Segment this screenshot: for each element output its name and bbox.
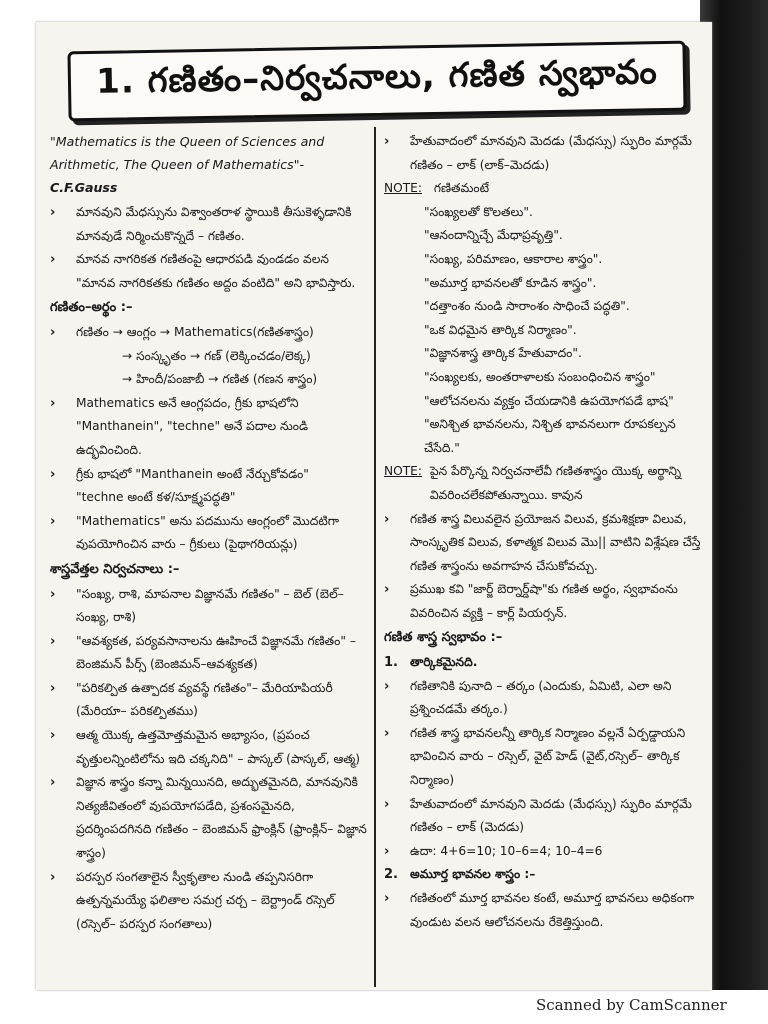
note-title: గణితమంటే bbox=[433, 181, 489, 196]
list-item: › మానవుని మేధస్సును విశ్వాంతరాళ స్థాయికి తీసుకెళ్ళడానికి మానవుడే నిర్మించుకొన్నదే – గణితం. bbox=[50, 201, 368, 248]
note-line: "దత్తాంశం నుండి సారాంశం సాధించే పద్ధతి". bbox=[424, 299, 630, 314]
etymology-tree bbox=[50, 321, 368, 392]
list-item: › హేతువాదంలో మానవుని మెదడు (మేధస్సు) స్ఫురిం మార్గమే గణితం – లాక్ (లాక్–మెదడు) bbox=[384, 130, 706, 177]
note-block: NOTE: పైన పేర్కొన్న నిర్వచనాలేవీ గణితశాస్త్రం యొక్క అర్థాన్ని వివరించలేకపోతున్నాయి. కావున bbox=[384, 460, 706, 507]
section-heading-definitions: శాస్త్రవేత్తల నిర్వచనాలు :– bbox=[50, 561, 180, 577]
bullet-arrow-icon: › bbox=[384, 725, 390, 741]
list-item: › ఉదా: 4+6=10; 10–6=4; 10–4=6 bbox=[384, 840, 706, 864]
scanned-page bbox=[36, 22, 712, 990]
note-label: NOTE: bbox=[384, 464, 422, 479]
list-item: › "పరికల్పిత ఉత్పాదక వ్యవస్థే గణితం"– మేరియాపియరీ (మేరియా– పరికల్పితము) bbox=[50, 677, 368, 724]
note-line: "అమూర్త భావనలతో కూడిన శాస్త్రం". bbox=[424, 275, 597, 290]
bullet-arrow-icon: › bbox=[50, 395, 56, 411]
bullet-arrow-icon: › bbox=[50, 680, 56, 696]
note-line: "సంఖ్యలకు, అంతరాళాలకు సంబంధించిన శాస్త్రం" bbox=[424, 369, 656, 384]
bullet-arrow-icon: › bbox=[50, 728, 56, 744]
bullet-arrow-icon: › bbox=[50, 869, 56, 885]
list-item: › హేతువాదంలో మానవుని మెదడు (మేధస్సు) స్ఫురిం మార్గమే గణితం – లాక్ (మెదడు) bbox=[384, 793, 706, 840]
bullet-arrow-icon: › bbox=[50, 252, 56, 268]
note-line: "విజ్ఞానశాస్త్ర తార్కిక హేతువాదం". bbox=[424, 346, 582, 361]
bullet-arrow-icon: › bbox=[50, 775, 56, 791]
numbered-heading: 1. తార్కికమైనది. bbox=[384, 651, 706, 675]
section-heading-meaning: గణితం–అర్థం :– bbox=[50, 300, 133, 316]
list-item: › గణిత శాస్త్ర భావనలన్నీ తార్కిక నిర్మాణం వల్లనే ఏర్పడ్డాయని భావించిన వారు – రస్సెల్, వైట్ హెడ్ (వైట్,రస్సెల్– తార్కిక నిర్మాణం) bbox=[384, 722, 706, 793]
list-item: › మానవ నాగరికత గణితంపై ఆధారపడి వుండడం వలన "మానవ నాగరికతకు గణితం అద్దం వంటిది" అని భావిస్తారు. bbox=[50, 248, 368, 295]
list-item: › "Mathematics" అను పదమును ఆంగ్లంలో మొదటిగా వుపయోగించిన వారు – గ్రీకులు (పైథాగరియన్లు) bbox=[50, 510, 368, 557]
bullet-arrow-icon: › bbox=[50, 466, 56, 482]
bullet-arrow-icon: › bbox=[50, 513, 56, 529]
list-item: › విజ్ఞాన శాస్త్రం కన్నా మిన్నయినది, అద్భుతమైనది, మానవునికి నిత్యజీవితంలో వుపయోగపడేది, ప్రశంసమైనది, ప్రదర్శింపదగినది గణితం – బెంజిమన్ ఫ్రాంక్లిన్ (ఫ్రాంక్లిన్– విజ్ఞాన శాస్త్రం) bbox=[50, 771, 368, 865]
bullet-arrow-icon: › bbox=[50, 586, 56, 602]
quote-author: C.F.Gauss bbox=[50, 180, 118, 195]
left-column bbox=[50, 130, 368, 936]
chapter-title: 1. గణితం–నిర్వచనాలు, గణిత స్వభావం bbox=[95, 52, 658, 102]
bullet-arrow-icon: › bbox=[384, 678, 390, 694]
bullet-arrow-icon: › bbox=[50, 633, 56, 649]
bullet-arrow-icon: › bbox=[50, 324, 56, 340]
note-block bbox=[384, 177, 706, 201]
column-divider bbox=[374, 127, 376, 987]
chapter-title-banner bbox=[67, 41, 686, 122]
list-item: › పరస్పర సంగతాలైన స్వీకృతాల నుండి తప్పనిసరిగా ఉత్పన్నమయ్యే ఫలితాల సమగ్ర చర్చ – బెర్ట్రాండ్ రస్సెల్ (రస్సెల్– పరస్పర సంగతాలు) bbox=[50, 866, 368, 937]
list-item: › గణితంలో మూర్త భావనల కంటే, అమూర్త భావనలు అధికంగా వుండుట వలన ఆలోచనలను రేకెత్తిస్తుంది. bbox=[384, 887, 706, 934]
item-number: 1. bbox=[384, 655, 398, 671]
list-item: › గ్రీకు భాషలో "Manthanein అంటే నేర్చుకోవడం" "techne అంటే కళ/సూక్ష్మపద్ధతి" bbox=[50, 463, 368, 510]
gauss-quote: "Mathematics is the Queen of Sciences and Arithmetic, The Queen of Mathematics"- C.F.Gauss bbox=[50, 134, 325, 195]
list-item: › గణిత శాస్త్ర విలువలైన ప్రయోజన విలువ, క్రమశిక్షణా విలువ, సాంస్కృతిక విలువ, కళాత్మక విలువ మొ|| వాటిని విశ్లేషణ చేస్తే గణిత శాస్త్రంను అవగాహన చేసుకోవచ్చు. bbox=[384, 508, 706, 579]
note-line: "సంఖ్య, పరిమాణం, ఆకారాల శాస్త్రం". bbox=[424, 251, 603, 266]
note-label: NOTE: bbox=[384, 181, 422, 196]
list-item: › "సంఖ్య, రాశి, మాపనాల విజ్ఞానమే గణితం" – బెల్ (బెల్– సంఖ్య, రాశి) bbox=[50, 583, 368, 630]
list-item: › ప్రముఖ కవి "జార్జ్ బెర్నార్డ్‌షా"కు గణిత అర్థం, స్వభావంను వివరించిన వ్యక్తి – కార్ల్ పియర్సన్. bbox=[384, 578, 706, 625]
note-line: "ఆలోచనలను వ్యక్తం చేయడానికి ఉపయోగపడే భాష" bbox=[424, 393, 674, 408]
tree-branch: → హిందీ/పంజాబీ → గణిత (గణన శాస్త్రం) bbox=[122, 372, 318, 387]
scanner-watermark: Scanned by CamScanner bbox=[536, 996, 727, 1014]
tree-root: గణితం bbox=[76, 324, 109, 339]
section-heading-nature: గణిత శాస్త్ర స్వభావం :– bbox=[384, 630, 503, 646]
bullet-arrow-icon: › bbox=[384, 796, 390, 812]
list-item: › గణితానికి పునాది – తర్కం (ఎందుకు, ఏమిటి, ఎలా అని ప్రశ్నించడమే తర్కం.) bbox=[384, 675, 706, 722]
list-item: › ఆత్మ యొక్క ఉత్తమోత్తమమైన అభ్యాసం, (ప్రపంచ వృత్తులన్నింటిలోను ఇది చక్కనిది" – పాస్కల్ (పాస్కల్, ఆత్మ) bbox=[50, 724, 368, 771]
bullet-arrow-icon: › bbox=[384, 582, 390, 598]
numbered-heading: 2. అమూర్త భావనల శాస్త్రం :– bbox=[384, 863, 706, 887]
note-line: "అనిశ్చిత భావనలను, నిశ్చిత భావనలుగా రూపకల్పన చేసేది." bbox=[424, 417, 676, 455]
bullet-arrow-icon: › bbox=[384, 511, 390, 527]
list-item: › "ఆవశ్యకత, పర్యవసానాలను ఊహించే విజ్ఞానమే గణితం" – బెంజిమన్ పీర్స్ (బెంజిమన్–ఆవశ్యకత) bbox=[50, 630, 368, 677]
bullet-arrow-icon: › bbox=[50, 205, 56, 220]
right-column bbox=[384, 130, 706, 934]
tree-branch: → ఆంగ్లం → Mathematics(గణితశాస్త్రం) bbox=[112, 324, 314, 339]
tree-branch: → సంస్కృతం → గణ్ (లెక్కించడం/లెక్క) bbox=[122, 348, 311, 363]
note-line: "ఆనందాన్నిచ్చే మేధాప్రవృత్తి". bbox=[424, 228, 563, 243]
bullet-arrow-icon: › bbox=[384, 134, 390, 149]
note-line: "ఒక విధమైన తార్కిక నిర్మాణం". bbox=[424, 322, 577, 337]
item-number: 2. bbox=[384, 867, 398, 883]
bullet-arrow-icon: › bbox=[384, 843, 390, 859]
bullet-arrow-icon: › bbox=[384, 891, 390, 906]
note-line: "సంఖ్యలతో కొలతలు". bbox=[424, 204, 533, 219]
list-item: › Mathematics అనే ఆంగ్లపదం, గ్రీకు భాషలోని "Manthanein", "techne" అనే పదాల నుండి ఉద్భవించింది. bbox=[50, 392, 368, 463]
